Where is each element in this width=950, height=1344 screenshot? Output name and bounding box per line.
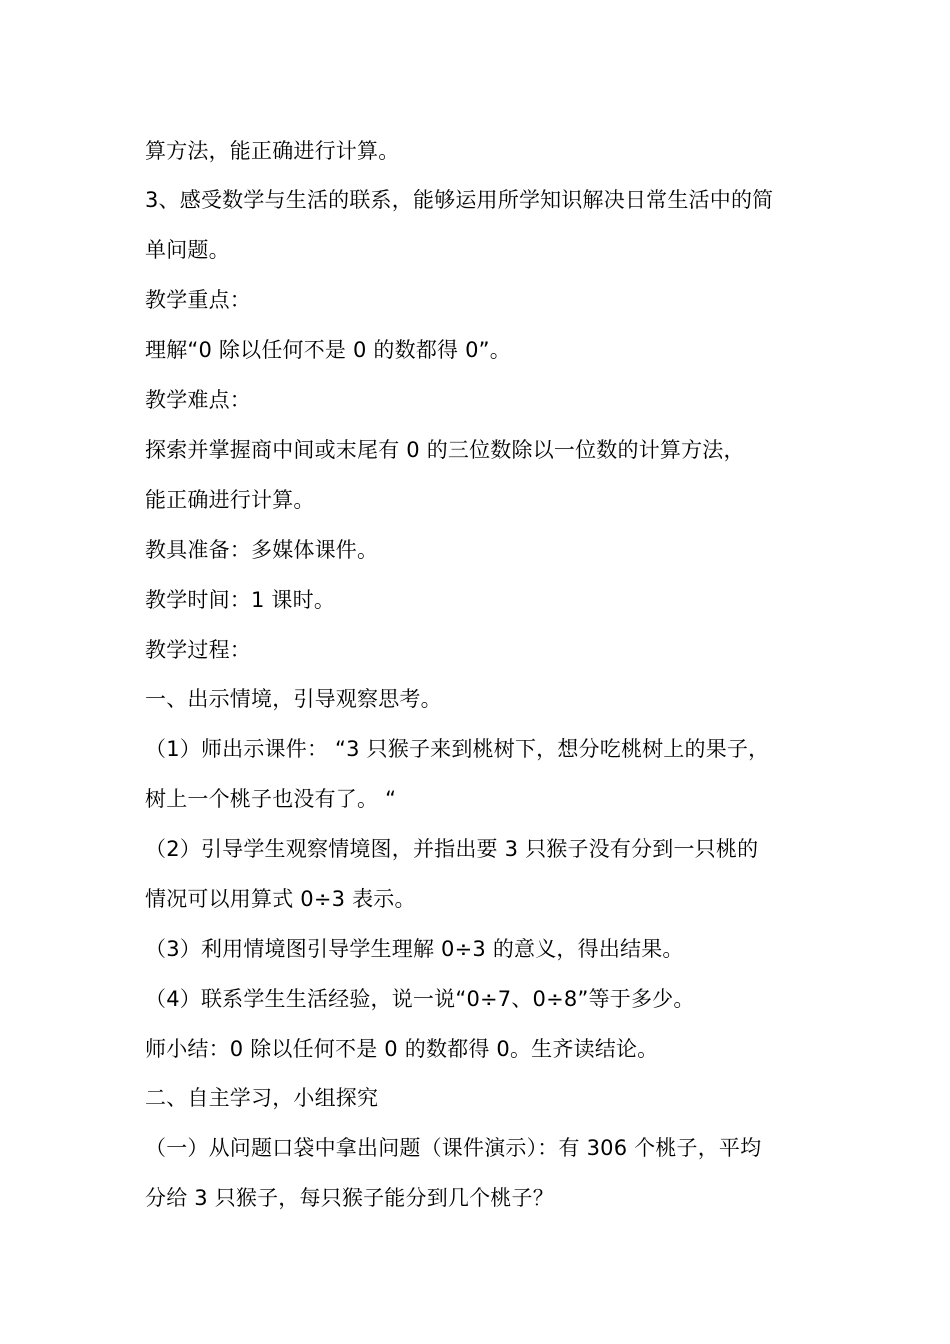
text-line: 分给 3 只猴子，每只猴子能分到几个桃子？ xyxy=(145,1186,554,1210)
text-line: 教具准备：多媒体课件。 xyxy=(145,538,379,562)
text-line: 教学时间：1 课时。 xyxy=(145,588,336,612)
text-line: 3、感受数学与生活的联系，能够运用所学知识解决日常生活中的简 xyxy=(145,188,774,212)
text-line: 师小结：0 除以任何不是 0 的数都得 0。生齐读结论。 xyxy=(145,1037,659,1061)
text-line: 树上一个桃子也没有了。 “ xyxy=(145,787,397,811)
text-line: （1）师出示课件： “3 只猴子来到桃树下，想分吃桃树上的果子， xyxy=(145,737,770,761)
text-line: 单问题。 xyxy=(145,238,230,262)
heading-key-points: 教学重点： xyxy=(145,288,251,312)
text-line: （一）从问题口袋中拿出问题（课件演示）：有 306 个桃子，平均 xyxy=(145,1136,762,1160)
text-line: 能正确进行计算。 xyxy=(145,488,315,512)
heading-difficult-points: 教学难点： xyxy=(145,388,251,412)
text-line: 理解“0 除以任何不是 0 的数都得 0”。 xyxy=(145,338,511,362)
heading-teaching-process: 教学过程： xyxy=(145,638,251,662)
section-heading: 二、自主学习，小组探究 xyxy=(145,1086,379,1110)
text-line: 算方法，能正确进行计算。 xyxy=(145,139,400,163)
text-line: 情况可以用算式 0÷3 表示。 xyxy=(145,887,416,911)
section-heading: 一、出示情境，引导观察思考。 xyxy=(145,687,442,711)
text-line: （4）联系学生生活经验，说一说“0÷7、0÷8”等于多少。 xyxy=(145,987,695,1011)
text-line: 探索并掌握商中间或末尾有 0 的三位数除以一位数的计算方法， xyxy=(145,438,745,462)
text-line: （2）引导学生观察情境图，并指出要 3 只猴子没有分到一只桃的 xyxy=(145,837,759,861)
text-line: （3）利用情境图引导学生理解 0÷3 的意义，得出结果。 xyxy=(145,937,684,961)
